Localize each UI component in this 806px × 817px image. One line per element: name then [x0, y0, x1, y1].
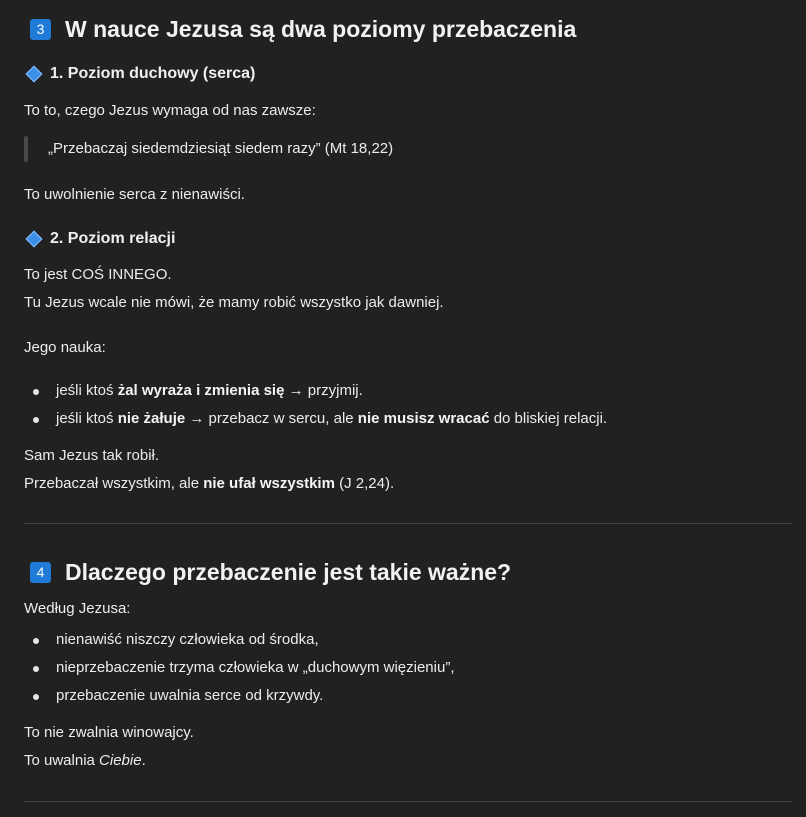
bullet-dot: [33, 694, 39, 700]
level-2-line-4: Przebaczał wszystkim, ale nie ufał wszystkim (J 2,24).: [24, 475, 395, 492]
level-2-heading: [24, 230, 175, 248]
level-2-line-1: To jest COŚ INNEGO.: [24, 266, 172, 283]
level-1-intro: To to, czego Jezus wymaga od nas zawsze:: [24, 102, 316, 119]
number-3-icon: 3: [30, 19, 51, 40]
teaching-label: Jego nauka:: [24, 339, 106, 356]
level-2-line-2: Tu Jezus wcale nie mówi, że mamy robić wszystko jak dawniej.: [24, 294, 444, 311]
level-1-heading: [24, 65, 255, 83]
level-2-line-3: Sam Jezus tak robił.: [24, 447, 160, 464]
section-3-heading: [30, 16, 576, 43]
list-item: nienawiść niszczy człowieka od środka,: [56, 631, 319, 648]
bullet-dot: [33, 417, 39, 423]
section-4-line-1: To nie zwalnia winowajcy.: [24, 724, 194, 741]
section-3-title: W nauce Jezusa są dwa poziomy przebaczenia: [65, 16, 577, 42]
bullet-dot: [33, 638, 39, 644]
divider: [24, 801, 792, 802]
list-item: jeśli ktoś nie żałuje → przebacz w sercu, ale nie musisz wracać do bliskiej relacji.: [56, 410, 608, 427]
blockquote-text: „Przebaczaj siedemdziesiąt siedem razy” (Mt 18,22): [48, 140, 394, 157]
blue-diamond-icon: [26, 231, 43, 248]
level-1-heading-text: 1. Poziom duchowy (serca): [50, 65, 256, 82]
list-item: jeśli ktoś żal wyraża i zmienia się → przyjmij.: [56, 382, 363, 399]
divider: [24, 523, 792, 524]
section-4-intro: Według Jezusa:: [24, 600, 131, 617]
bullet-dot: [33, 666, 39, 672]
blue-diamond-icon: [26, 66, 43, 83]
number-4-icon: 4: [30, 562, 51, 583]
section-4-line-2: To uwalnia Ciebie.: [24, 752, 146, 769]
level-2-heading-text: 2. Poziom relacji: [50, 230, 176, 247]
list-item: nieprzebaczenie trzyma człowieka w „duchowym więzieniu”,: [56, 659, 455, 676]
blockquote-bar: [24, 136, 28, 162]
level-1-outro: To uwolnienie serca z nienawiści.: [24, 186, 245, 203]
section-4-title: Dlaczego przebaczenie jest takie ważne?: [65, 559, 512, 585]
bullet-dot: [33, 389, 39, 395]
section-4-heading: [30, 559, 511, 586]
list-item: przebaczenie uwalnia serce od krzywdy.: [56, 687, 324, 704]
